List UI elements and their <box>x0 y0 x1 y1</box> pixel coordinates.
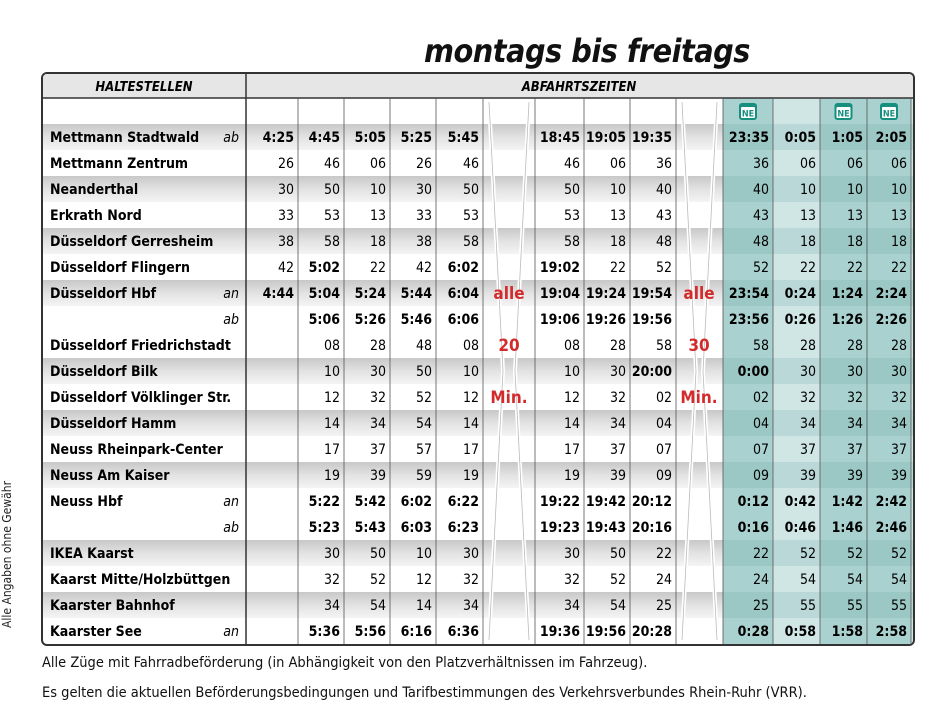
departure-time: 23:54 <box>728 286 769 302</box>
departure-time: 18 <box>890 234 907 250</box>
departure-time: 28 <box>890 338 907 354</box>
departure-time: 30 <box>799 364 816 380</box>
night-row-stripe <box>723 228 913 254</box>
departure-time: 06 <box>609 156 626 172</box>
departure-time: 26 <box>415 156 432 172</box>
departure-time: 18 <box>609 234 626 250</box>
departure-time: 48 <box>655 234 672 250</box>
departure-time: 52 <box>369 572 386 588</box>
departure-time: 38 <box>277 234 294 250</box>
departure-time: 2:26 <box>875 312 907 328</box>
departure-time: 5:02 <box>308 260 340 276</box>
departure-time: 0:24 <box>784 286 816 302</box>
departure-time: 08 <box>563 338 580 354</box>
departure-time: 1:24 <box>831 286 863 302</box>
departure-time: 59 <box>415 468 432 484</box>
departure-time: 19:05 <box>585 130 626 146</box>
stop-name: Kaarster See <box>50 624 142 640</box>
departure-time: 37 <box>369 442 386 458</box>
departure-time: 5:56 <box>354 624 386 640</box>
departure-time: 5:43 <box>354 520 386 536</box>
departure-time: 19:04 <box>539 286 580 302</box>
departure-time: 53 <box>323 208 340 224</box>
departure-time: 6:04 <box>447 286 479 302</box>
departure-time: 25 <box>752 598 769 614</box>
departure-time: 52 <box>799 546 816 562</box>
departure-time: 30 <box>609 364 626 380</box>
departure-time: 02 <box>655 390 672 406</box>
departure-time: 17 <box>323 442 340 458</box>
footnote-tariff: Es gelten die aktuellen Beförderungsbedingungen und Tarifbestimmungen des Verkehrsverbundes Rhein-Ruhr (VRR). <box>42 685 807 701</box>
departure-time: 07 <box>752 442 769 458</box>
departure-time: 30 <box>890 364 907 380</box>
departure-time: 19:06 <box>539 312 580 328</box>
departure-time: 0:28 <box>737 624 769 640</box>
departure-time: 30 <box>462 546 479 562</box>
departure-time: 06 <box>846 156 863 172</box>
departure-time: 2:24 <box>875 286 907 302</box>
departure-time: 5:36 <box>308 624 340 640</box>
departure-time: 17 <box>462 442 479 458</box>
departure-time: 06 <box>369 156 386 172</box>
departure-time: 6:16 <box>400 624 432 640</box>
departure-time: 30 <box>323 546 340 562</box>
departure-time: 19:22 <box>539 494 580 510</box>
footnote-bike: Alle Züge mit Fahrradbeförderung (in Abhängigkeit von den Platzverhältnissen im Fahrzeug). <box>42 655 648 671</box>
departure-time: 22 <box>890 260 907 276</box>
departure-time: 5:24 <box>354 286 386 302</box>
departure-time: 08 <box>462 338 479 354</box>
header-stops-label: HALTESTELLEN <box>95 80 193 95</box>
departure-time: 36 <box>655 156 672 172</box>
departure-time: 06 <box>890 156 907 172</box>
departure-time: 55 <box>890 598 907 614</box>
departure-time: 52 <box>846 546 863 562</box>
departure-time: 54 <box>799 572 816 588</box>
stop-name: Neuss Rheinpark-Center <box>50 442 223 458</box>
night-row-stripe <box>723 462 913 488</box>
night-row-stripe <box>723 410 913 436</box>
departure-time: 58 <box>563 234 580 250</box>
departure-time: 12 <box>462 390 479 406</box>
departure-time: 58 <box>655 338 672 354</box>
departure-time: 02 <box>752 390 769 406</box>
departure-time: 19 <box>323 468 340 484</box>
departure-time: 5:44 <box>400 286 432 302</box>
stop-name: Neanderthal <box>50 182 139 198</box>
departure-time: 5:26 <box>354 312 386 328</box>
departure-time: 2:46 <box>875 520 907 536</box>
departure-time: 19:26 <box>585 312 626 328</box>
departure-time: 13 <box>799 208 816 224</box>
departure-time: 6:03 <box>400 520 432 536</box>
stop-name: Kaarst Mitte/Holzbüttgen <box>50 572 231 588</box>
departure-time: 4:44 <box>262 286 294 302</box>
departure-time: 50 <box>563 182 580 198</box>
departure-time: 5:46 <box>400 312 432 328</box>
departure-time: 36 <box>752 156 769 172</box>
departure-time: 42 <box>277 260 294 276</box>
departure-time: 39 <box>799 468 816 484</box>
departure-time: 34 <box>369 416 386 432</box>
departure-time: 04 <box>655 416 672 432</box>
departure-time: 38 <box>415 234 432 250</box>
departure-time: 6:36 <box>447 624 479 640</box>
departure-time: 54 <box>369 598 386 614</box>
departure-time: 10 <box>369 182 386 198</box>
departure-time: 50 <box>369 546 386 562</box>
departure-time: 22 <box>799 260 816 276</box>
departure-time: 20:12 <box>631 494 672 510</box>
departure-time: 10 <box>415 546 432 562</box>
departure-time: 37 <box>609 442 626 458</box>
departure-time: 43 <box>752 208 769 224</box>
departure-time: 13 <box>890 208 907 224</box>
departure-time: 10 <box>799 182 816 198</box>
departure-time: 28 <box>799 338 816 354</box>
departure-time: 52 <box>415 390 432 406</box>
departure-time: 33 <box>415 208 432 224</box>
ne-badge-label: NE <box>837 109 850 120</box>
departure-time: 18 <box>799 234 816 250</box>
interval-label: Min. <box>680 388 718 408</box>
departure-time: 19 <box>563 468 580 484</box>
departure-time: 20:28 <box>631 624 672 640</box>
departure-time: 52 <box>752 260 769 276</box>
departure-time: 58 <box>462 234 479 250</box>
departure-time: 1:05 <box>831 130 863 146</box>
departure-time: 13 <box>369 208 386 224</box>
departure-time: 19:56 <box>631 312 672 328</box>
departure-time: 34 <box>323 598 340 614</box>
departure-time: 4:45 <box>308 130 340 146</box>
departure-time: 34 <box>563 598 580 614</box>
departure-time: 08 <box>323 338 340 354</box>
departure-time: 18:45 <box>539 130 580 146</box>
departure-time: 43 <box>655 208 672 224</box>
departure-time: 30 <box>369 364 386 380</box>
departure-time: 32 <box>369 390 386 406</box>
departure-time: 14 <box>415 598 432 614</box>
departure-time: 10 <box>890 182 907 198</box>
night-row-stripe <box>723 592 913 618</box>
departure-time: 19:35 <box>631 130 672 146</box>
departure-time: 55 <box>846 598 863 614</box>
departure-time: 5:04 <box>308 286 340 302</box>
departure-time: 19:36 <box>539 624 580 640</box>
stop-name: Neuss Am Kaiser <box>50 468 170 484</box>
departure-time: 48 <box>752 234 769 250</box>
departure-time: 30 <box>415 182 432 198</box>
departure-time: 28 <box>609 338 626 354</box>
departure-time: 55 <box>799 598 816 614</box>
departure-time: 6:22 <box>447 494 479 510</box>
departure-time: 0:26 <box>784 312 816 328</box>
departure-time: 26 <box>277 156 294 172</box>
departure-time: 23:56 <box>728 312 769 328</box>
stop-mark: ab <box>223 130 239 146</box>
departure-time: 10 <box>846 182 863 198</box>
night-row-stripe <box>723 176 913 202</box>
departure-time: 32 <box>846 390 863 406</box>
departure-time: 37 <box>890 442 907 458</box>
departure-time: 0:16 <box>737 520 769 536</box>
departure-time: 50 <box>415 364 432 380</box>
departure-time: 0:12 <box>737 494 769 510</box>
departure-time: 57 <box>415 442 432 458</box>
departure-time: 17 <box>563 442 580 458</box>
departure-time: 34 <box>799 416 816 432</box>
departure-time: 14 <box>462 416 479 432</box>
departure-time: 54 <box>609 598 626 614</box>
stop-mark: ab <box>223 312 239 328</box>
departure-time: 1:42 <box>831 494 863 510</box>
departure-time: 30 <box>277 182 294 198</box>
departure-time: 18 <box>369 234 386 250</box>
departure-time: 54 <box>846 572 863 588</box>
departure-time: 28 <box>369 338 386 354</box>
stop-mark: an <box>223 286 239 302</box>
departure-time: 0:46 <box>784 520 816 536</box>
departure-time: 50 <box>323 182 340 198</box>
departure-time: 52 <box>655 260 672 276</box>
departure-time: 34 <box>462 598 479 614</box>
departure-time: 19 <box>462 468 479 484</box>
departure-time: 34 <box>890 416 907 432</box>
departure-time: 1:58 <box>831 624 863 640</box>
departure-time: 39 <box>609 468 626 484</box>
departure-time: 53 <box>462 208 479 224</box>
departure-time: 10 <box>323 364 340 380</box>
departure-time: 19:43 <box>585 520 626 536</box>
departure-time: 19:02 <box>539 260 580 276</box>
departure-time: 09 <box>655 468 672 484</box>
departure-time: 34 <box>846 416 863 432</box>
departure-time: 32 <box>890 390 907 406</box>
departure-time: 30 <box>846 364 863 380</box>
departure-time: 06 <box>799 156 816 172</box>
departure-time: 0:58 <box>784 624 816 640</box>
departure-time: 46 <box>563 156 580 172</box>
departure-time: 32 <box>799 390 816 406</box>
stop-name: Erkrath Nord <box>50 208 142 224</box>
departure-time: 46 <box>462 156 479 172</box>
stop-name: Mettmann Zentrum <box>50 156 189 172</box>
departure-time: 32 <box>323 572 340 588</box>
departure-time: 58 <box>752 338 769 354</box>
departure-time: 4:25 <box>262 130 294 146</box>
departure-time: 0:00 <box>737 364 769 380</box>
timetable-grid <box>43 74 913 644</box>
departure-time: 5:23 <box>308 520 340 536</box>
stop-name: Düsseldorf Flingern <box>50 260 190 276</box>
departure-time: 12 <box>323 390 340 406</box>
stop-name: Düsseldorf Hbf <box>50 286 157 302</box>
departure-time: 40 <box>655 182 672 198</box>
departure-time: 5:06 <box>308 312 340 328</box>
departure-time: 19:24 <box>585 286 626 302</box>
ne-badge-label: NE <box>741 109 755 120</box>
departure-time: 14 <box>323 416 340 432</box>
departure-time: 30 <box>563 546 580 562</box>
departure-time: 10 <box>609 182 626 198</box>
stop-name: Neuss Hbf <box>50 494 123 510</box>
stop-name: Düsseldorf Friedrichstadt <box>50 338 231 354</box>
departure-time: 28 <box>846 338 863 354</box>
interval-label: Min. <box>490 388 528 408</box>
departure-time: 19:56 <box>585 624 626 640</box>
stop-name: Mettmann Stadtwald <box>50 130 200 146</box>
stop-mark: ab <box>223 520 239 536</box>
departure-time: 48 <box>415 338 432 354</box>
departure-time: 1:46 <box>831 520 863 536</box>
stop-name: Düsseldorf Gerresheim <box>50 234 214 250</box>
departure-time: 52 <box>609 572 626 588</box>
interval-label: 30 <box>688 336 710 356</box>
departure-time: 37 <box>846 442 863 458</box>
header-times-label: ABFAHRTSZEITEN <box>521 80 637 95</box>
departure-time: 20:16 <box>631 520 672 536</box>
departure-time: 2:42 <box>875 494 907 510</box>
departure-time: 12 <box>415 572 432 588</box>
departure-time: 42 <box>415 260 432 276</box>
departure-time: 58 <box>323 234 340 250</box>
departure-time: 54 <box>890 572 907 588</box>
stop-name: Düsseldorf Bilk <box>50 364 158 380</box>
departure-time: 5:05 <box>354 130 386 146</box>
departure-time: 22 <box>655 546 672 562</box>
stop-mark: an <box>223 624 239 640</box>
departure-time: 10 <box>563 364 580 380</box>
departure-time: 37 <box>799 442 816 458</box>
departure-time: 22 <box>609 260 626 276</box>
departure-time: 20:00 <box>631 364 672 380</box>
departure-time: 39 <box>890 468 907 484</box>
timetable <box>41 72 915 646</box>
departure-time: 40 <box>752 182 769 198</box>
stop-name: Kaarster Bahnhof <box>50 598 175 614</box>
departure-time: 19:54 <box>631 286 672 302</box>
departure-time: 54 <box>415 416 432 432</box>
stop-name: Düsseldorf Hamm <box>50 416 177 432</box>
departure-time: 14 <box>563 416 580 432</box>
departure-time: 5:42 <box>354 494 386 510</box>
departure-time: 13 <box>846 208 863 224</box>
interval-label: alle <box>493 284 525 304</box>
departure-time: 39 <box>846 468 863 484</box>
departure-time: 13 <box>609 208 626 224</box>
departure-time: 24 <box>752 572 769 588</box>
interval-label: alle <box>683 284 715 304</box>
departure-time: 32 <box>609 390 626 406</box>
departure-time: 18 <box>846 234 863 250</box>
stop-name: Düsseldorf Völklinger Str. <box>50 390 232 406</box>
departure-time: 22 <box>752 546 769 562</box>
departure-time: 2:58 <box>875 624 907 640</box>
departure-time: 6:23 <box>447 520 479 536</box>
departure-time: 19:42 <box>585 494 626 510</box>
stop-mark: an <box>223 494 239 510</box>
departure-time: 50 <box>609 546 626 562</box>
departure-time: 50 <box>462 182 479 198</box>
departure-time: 32 <box>462 572 479 588</box>
departure-time: 5:45 <box>447 130 479 146</box>
departure-time: 6:02 <box>447 260 479 276</box>
ne-badge-label: NE <box>882 109 896 120</box>
departure-time: 04 <box>752 416 769 432</box>
departure-time: 12 <box>563 390 580 406</box>
departure-time: 52 <box>890 546 907 562</box>
departure-time: 32 <box>563 572 580 588</box>
departure-time: 46 <box>323 156 340 172</box>
departure-time: 5:22 <box>308 494 340 510</box>
departure-time: 34 <box>609 416 626 432</box>
departure-time: 19:23 <box>539 520 580 536</box>
departure-time: 6:02 <box>400 494 432 510</box>
departure-time: 10 <box>462 364 479 380</box>
departure-time: 39 <box>369 468 386 484</box>
departure-time: 6:06 <box>447 312 479 328</box>
page-title: montags bis freitags <box>424 32 750 70</box>
disclaimer-text: Alle Angaben ohne Gewähr <box>0 480 14 628</box>
departure-time: 33 <box>277 208 294 224</box>
departure-time: 22 <box>846 260 863 276</box>
departure-time: 09 <box>752 468 769 484</box>
departure-time: 2:05 <box>875 130 907 146</box>
departure-time: 0:42 <box>784 494 816 510</box>
departure-time: 24 <box>655 572 672 588</box>
departure-time: 53 <box>563 208 580 224</box>
stop-name: IKEA Kaarst <box>50 546 134 562</box>
departure-time: 23:35 <box>728 130 769 146</box>
departure-time: 07 <box>655 442 672 458</box>
departure-time: 5:25 <box>400 130 432 146</box>
departure-time: 25 <box>655 598 672 614</box>
departure-time: 0:05 <box>784 130 816 146</box>
interval-label: 20 <box>498 336 520 356</box>
night-row-stripe <box>723 540 913 566</box>
departure-time: 22 <box>369 260 386 276</box>
departure-time: 1:26 <box>831 312 863 328</box>
